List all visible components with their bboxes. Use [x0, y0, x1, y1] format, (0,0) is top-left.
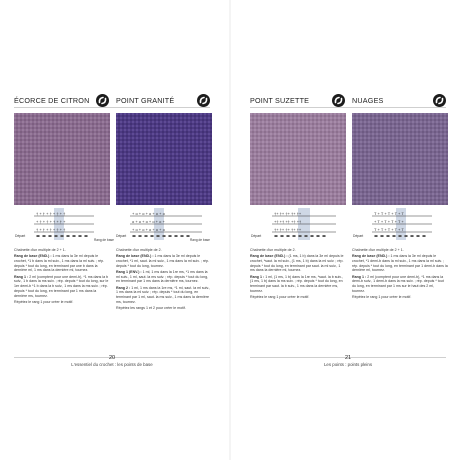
brand-logo-icon: [96, 94, 109, 107]
svg-text:† + † + † + † + †: † + † + † + † + †: [36, 227, 66, 232]
row-text: 2 ml (comptent pour une demi-b), *1 ms dans la b suiv., 1 b dans la ms suiv. ; rép. depuis * tout du long, sur le 1er demi-b *1 b dans la b suiv., 1 ms dans la ms suiv. ; rép. depuis * tout du long, en terminant par 1 ms dans la dernière ms, tournez.: [14, 274, 109, 298]
row-text: 1 ms dans la 3e ml depuis le crochet, *1 demi-b dans la ml suiv., 1 ms dans la ml suiv. ; rép. depuis * tout du long, en terminant par 1 demi-b dans la dernière ml, tournez.: [352, 254, 448, 273]
page-number: 20: [108, 355, 116, 361]
row-label: Rang de base (END.) :: [250, 254, 288, 259]
stitch-diagram: [250, 208, 346, 244]
stitch-diagram: [14, 208, 114, 244]
pattern-instructions: [250, 248, 346, 301]
diagram-base-label: Rang de base: [190, 238, 210, 242]
diagram-start-label: Départ: [353, 234, 364, 238]
repeat-text: Répétez le rang 1 pour créer le motif.: [14, 299, 74, 304]
diagram-start-label: Départ: [251, 234, 262, 238]
header-rule: [14, 107, 210, 108]
svg-text:†+ †+ †+ †+ †+: †+ †+ †+ †+ †+: [274, 227, 302, 232]
row-1: [14, 275, 110, 299]
pattern-title: NUAGES: [352, 96, 384, 105]
brand-logo-icon: [433, 94, 446, 107]
row-text: 1 ms dans la 3e ml depuis le crochet, *1 ml, saut. la ml suiv., 1 ms dans la ml suiv. ; rép. depuis * tout du long, tournez.: [116, 254, 209, 268]
row-text: 1 ml, 1 ms dans la 1re ms, *1 ml, saut. la ml suiv., 1 ms dans la ml suiv. ; rép. depuis * tout du long, en terminant par 1 ml, saut. la ms suiv., 1 ms dans la dernière ms, tournez.: [116, 285, 211, 304]
intro-text: Chaînette d'un multiple de 2 + 1.: [14, 248, 66, 252]
row-2: [116, 286, 212, 305]
row-label: Rang 2 :: [116, 285, 131, 290]
diagram-start-label: Départ: [116, 234, 127, 238]
svg-text:+ T + T + T + T +: + T + T + T + T +: [374, 219, 404, 224]
pattern-title: POINT GRANITÉ: [116, 96, 175, 105]
brand-logo-icon: [197, 94, 210, 107]
intro-text: Chaînette d'un multiple de 2 + 1.: [352, 248, 404, 252]
pattern-instructions: [14, 248, 110, 306]
intro-text: Chaînette d'un multiple de 2.: [250, 248, 296, 252]
repeat-text: Répétez les rangs 1 et 2 pour créer le motif.: [116, 306, 186, 311]
running-title: L'essentiel du crochet : les points de base: [71, 362, 153, 367]
stitch-diagram: [352, 208, 448, 244]
row-text: 1 ml, (1 ms, 1 b) dans la 1re ms, *saut. la b suiv., (1 ms, 1 b) dans la ms suiv. ; rép. depuis * tout du long, en terminant par saut. la b suiv., 1 ms dans la dernière ms, tournez.: [250, 274, 343, 293]
svg-text:o + o + o + o + o +: o + o + o + o + o +: [132, 219, 165, 224]
row-base: [116, 254, 212, 268]
pattern-instructions: [352, 248, 448, 301]
swatch-photo: [352, 113, 448, 205]
svg-text:† + † + † + † + †: † + † + † + † + †: [36, 211, 66, 216]
svg-text:†+ †+ †+ †+ †+: †+ †+ †+ †+ †+: [274, 211, 302, 216]
swatch-photo: [116, 113, 212, 205]
row-1: [352, 275, 448, 294]
repeat-text: Répétez le rang 1 pour créer le motif.: [352, 295, 412, 300]
row-label: Rang 1 :: [14, 274, 29, 279]
header-rule: [250, 107, 446, 108]
svg-text:+† +† +† +† +†: +† +† +† +† +†: [274, 219, 302, 224]
brand-logo-icon: [332, 94, 345, 107]
row-text: 2 ml (comptent pour une demi-b), *1 ms dans la demi-b suiv., 1 demi-b dans la ms suiv. ; rép. depuis * tout du long, en terminant par 1 ms sur le haut des 2 ml, tournez.: [352, 274, 444, 293]
pattern-instructions: [116, 248, 212, 312]
row-text: 1 ms dans la 3e ml depuis le crochet, *1 b dans la ml suiv., 1 ms dans la ml suiv. ; rép. depuis * tout du long, en terminant par une b dans la dernière ml, 1 ms dans la dernière ml, tournez.: [14, 254, 105, 273]
row-text: 1 ml, 1 ms dans la 1re ms, *1 ms dans la ml suiv., 1 ml, saut. la ms suiv. ; rép. depuis * tout du long, en terminant par 1 ms dans la dernière ms, tournez.: [116, 270, 209, 284]
row-base: [250, 254, 346, 273]
row-label: Rang 1 :: [352, 274, 367, 279]
svg-text:T + T + T + T + T: T + T + T + T + T: [374, 211, 404, 216]
diagram-start-label: Départ: [15, 234, 26, 238]
row-base: [14, 254, 110, 273]
pattern-title: ÉCORCE DE CITRON: [14, 96, 90, 105]
row-label: Rang de base (END.) :: [352, 254, 390, 259]
row-label: Rang 1 (ENV.) :: [116, 270, 142, 274]
svg-text:+ o + o + o + o + o: + o + o + o + o + o: [132, 211, 165, 216]
right-page: [230, 0, 460, 460]
row-label: Rang de base (END.) :: [116, 254, 154, 259]
running-title: Les points : points pleins: [323, 362, 373, 367]
row-text: (1 ms, 1 b) dans la 3e ml depuis le crochet, *saut. la ml suiv., (1 ms, 1 b) dans la ml suiv. ; rép. depuis * tout du long, en terminant par saut. la ml suiv., 1 ms dans la dernière ml, tournez.: [250, 254, 344, 273]
repeat-text: Répétez le rang 1 pour créer le motif.: [250, 295, 310, 300]
row-label: Rang 1 :: [250, 274, 265, 279]
swatch-photo: [14, 113, 110, 205]
row-base: [352, 254, 448, 273]
stitch-diagram: [116, 208, 212, 244]
svg-text:T + T + T + T + T: T + T + T + T + T: [374, 227, 404, 232]
page-number: 21: [344, 355, 352, 361]
swatch-photo: [250, 113, 346, 205]
svg-text:+ † + † + † + † +: + † + † + † + † +: [36, 219, 66, 224]
row-label: Rang de base (END.) :: [14, 254, 52, 259]
svg-text:+ o + o + o + o + o: + o + o + o + o + o: [132, 227, 165, 232]
row-1: [250, 275, 346, 294]
pattern-title: POINT SUZETTE: [250, 96, 310, 105]
diagram-base-label: Rang de base: [94, 238, 114, 242]
intro-text: Chaînette d'un multiple de 2.: [116, 248, 162, 252]
row-1: [116, 270, 212, 284]
